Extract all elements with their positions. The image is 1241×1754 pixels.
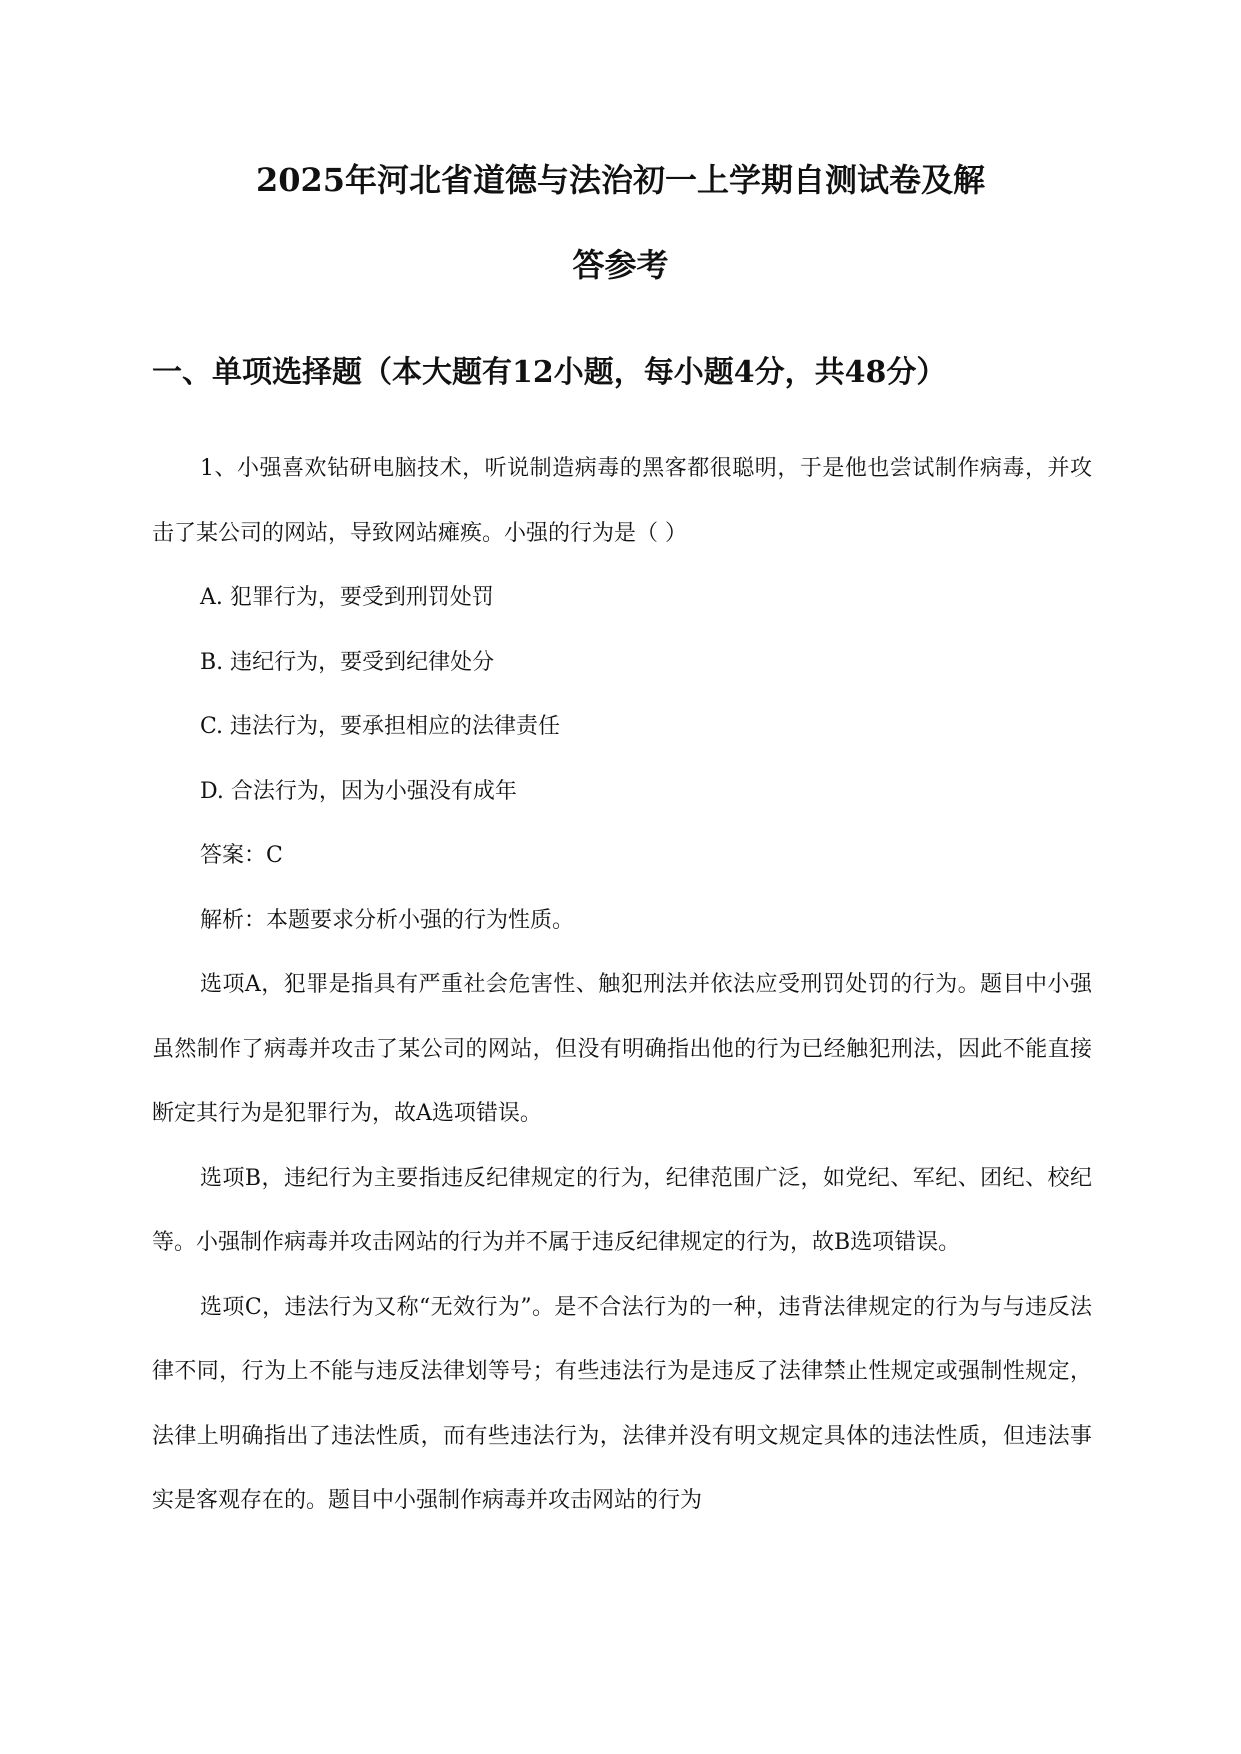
- document-title-line-2: 答参考: [572, 246, 669, 284]
- document-title-line-1: 2025年河北省道德与法治初一上学期自测试卷及解: [255, 161, 986, 199]
- section-heading: 一、单项选择题（本大题有12小题，每小题4分，共48分）: [152, 355, 947, 390]
- question-1: [152, 437, 1092, 1534]
- option-d: D. 合法行为，因为小强没有成年: [200, 778, 517, 804]
- answer-line: 答案：C: [200, 843, 283, 868]
- question-stem: 1、小强喜欢钻研电脑技术，听说制造病毒的黑客都很聪明，于是他也尝试制作病毒，并攻击了某公司的网站，导致网站瘫痪。小强的行为是（ ）: [152, 456, 1092, 546]
- analysis-option-b: 选项B，违纪行为主要指违反纪律规定的行为，纪律范围广泛，如党纪、军纪、团纪、校纪等。小强制作病毒并攻击网站的行为并不属于违反纪律规定的行为，故B选项错误。: [152, 1165, 1092, 1255]
- analysis-option-a: 选项A，犯罪是指具有严重社会危害性、触犯刑法并依法应受刑罚处罚的行为。题目中小强虽然制作了病毒并攻击了某公司的网站，但没有明确指出他的行为已经触犯刑法，因此不能直接断定其行为是犯罪行为，故A选项错误。: [152, 972, 1092, 1126]
- option-c: C. 违法行为，要承担相应的法律责任: [200, 714, 561, 739]
- option-a: A. 犯罪行为，要受到刑罚处罚: [200, 585, 494, 610]
- analysis-option-c: 选项C，违法行为又称“无效行为”。是不合法行为的一种，违背法律规定的行为与与违反法律不同，行为上不能与违反法律划等号；有些违法行为是违反了法律禁止性规定或强制性规定，法律上明确指出了违法性质，而有些违法行为，法律并没有明文规定具体的违法性质，但违法事实是客观存在的。题目中小强制作病毒并攻击网站的行为: [152, 1294, 1092, 1513]
- analysis-intro: 解析：本题要求分析小强的行为性质。: [200, 907, 575, 933]
- option-b: B. 违纪行为，要受到纪律处分: [200, 649, 495, 675]
